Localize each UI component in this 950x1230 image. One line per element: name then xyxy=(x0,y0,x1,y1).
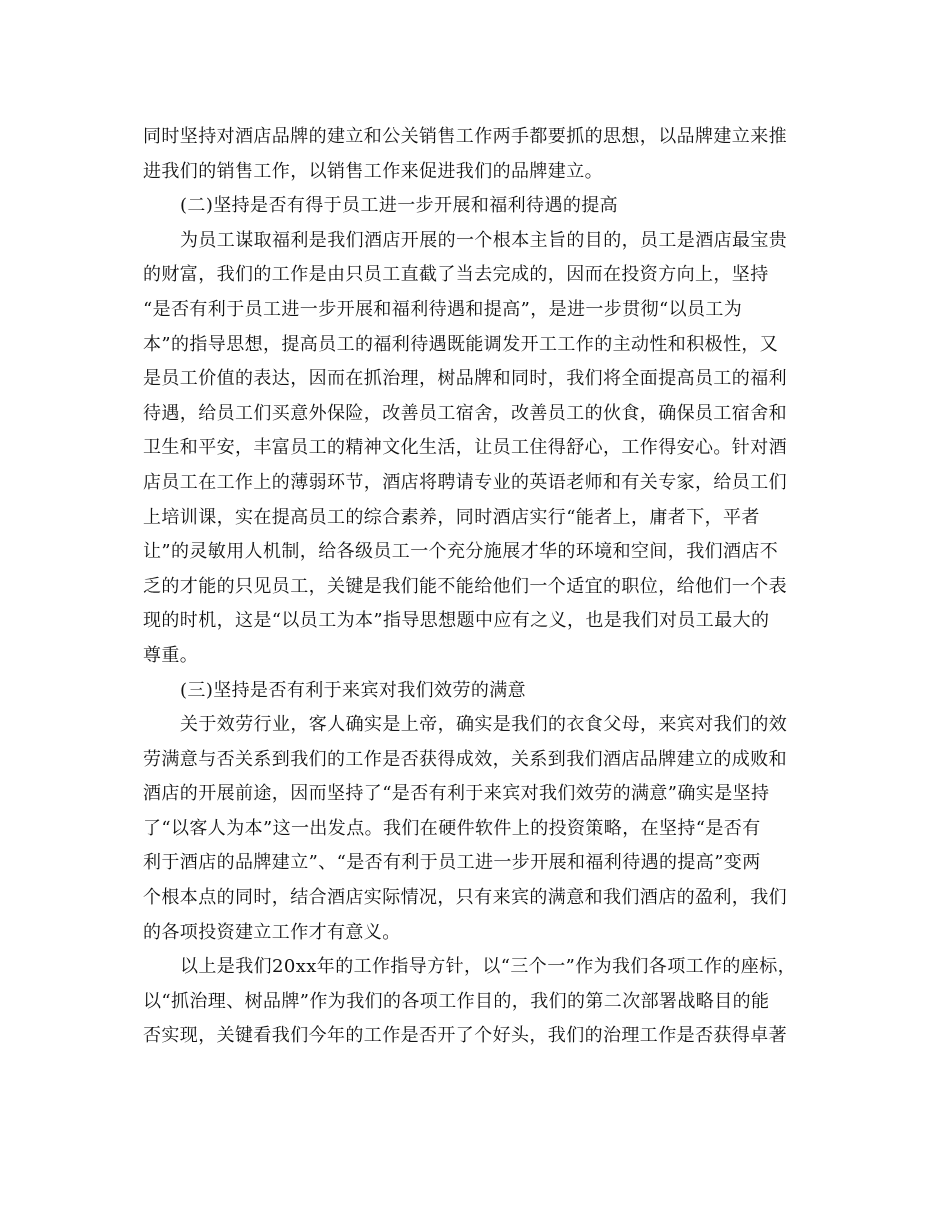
text-line: 的各项投资建立工作才有意义。 xyxy=(143,921,401,943)
text-line: 上培训课，实在提高员工的综合素养，同时酒店实行“能者上，庸者下，平者 xyxy=(143,506,760,528)
text-line: (二)坚持是否有得于员工进一步开展和福利待遇的提高 xyxy=(180,195,619,217)
text-line: 尊重。 xyxy=(143,644,199,666)
body-text xyxy=(143,120,823,1054)
text-line: 待遇，给员工们买意外保险，改善员工宿舍，改善员工的伙食，确保员工宿舍和 xyxy=(143,402,787,424)
text-line: 否实现，关键看我们今年的工作是否开了个好头，我们的治理工作是否获得卓著 xyxy=(143,1025,787,1047)
text-line: 乏的才能的只见员工，关键是我们能不能给他们一个适宜的职位，给他们一个表 xyxy=(143,575,787,597)
text-line: 现的时机，这是“以员工为本”指导思想题中应有之义，也是我们对员工最大的 xyxy=(143,610,770,632)
text-line: 了“以客人为本”这一出发点。我们在硬件软件上的投资策略，在坚持“是否有 xyxy=(143,817,761,839)
text-line: 本”的指导思想，提高员工的福利待遇既能调发开工工作的主动性和积极性，又 xyxy=(143,333,779,355)
text-line: 是员工价值的表达，因而在抓治理，树品牌和同时，我们将全面提高员工的福利 xyxy=(143,368,787,390)
text-line: 为员工谋取福利是我们酒店开展的一个根本主旨的目的，员工是酒店最宝贵 xyxy=(180,229,788,251)
text-line: 的财富，我们的工作是由只员工直截了当去完成的，因而在投资方向上，坚持 xyxy=(143,264,769,286)
text-line: 劳满意与否关系到我们的工作是否获得成效，关系到我们酒店品牌建立的成败和 xyxy=(143,748,787,770)
text-line: 以“抓治理、树品牌”作为我们的各项工作目的，我们的第二次部署战略目的能 xyxy=(143,990,770,1012)
text-line: 进我们的销售工作，以销售工作来促进我们的品牌建立。 xyxy=(143,160,603,182)
text-line: 利于酒店的品牌建立”、“是否有利于员工进一步开展和福利待遇的提高”变两 xyxy=(143,852,761,874)
text-line: 酒店的开展前途，因而坚持了“是否有利于来宾对我们效劳的满意”确实是坚持 xyxy=(143,783,770,805)
text-line: 让”的灵敏用人机制，给各级员工一个充分施展才华的环境和空间，我们酒店不 xyxy=(143,541,779,563)
text-line: 以上是我们20xx年的工作指导方针，以“三个一”作为我们各项工作的座标， xyxy=(180,956,797,978)
text-line: “是否有利于员工进一步开展和福利待遇和提高”，是进一步贯彻“以员工为 xyxy=(143,298,743,320)
text-line: (三)坚持是否有利于来宾对我们效劳的满意 xyxy=(180,679,527,701)
text-line: 卫生和平安，丰富员工的精神文化生活，让员工住得舒心，工作得安心。针对酒 xyxy=(143,437,787,459)
text-line: 同时坚持对酒店品牌的建立和公关销售工作两手都要抓的思想，以品牌建立来推 xyxy=(143,126,787,147)
text-line: 关于效劳行业，客人确实是上帝，确实是我们的衣食父母，来宾对我们的效 xyxy=(180,714,788,736)
text-line: 个根本点的同时，结合酒店实际情况，只有来宾的满意和我们酒店的盈利，我们 xyxy=(143,887,787,909)
text-line: 店员工在工作上的薄弱环节，酒店将聘请专业的英语老师和有关专家，给员工们 xyxy=(143,471,787,493)
